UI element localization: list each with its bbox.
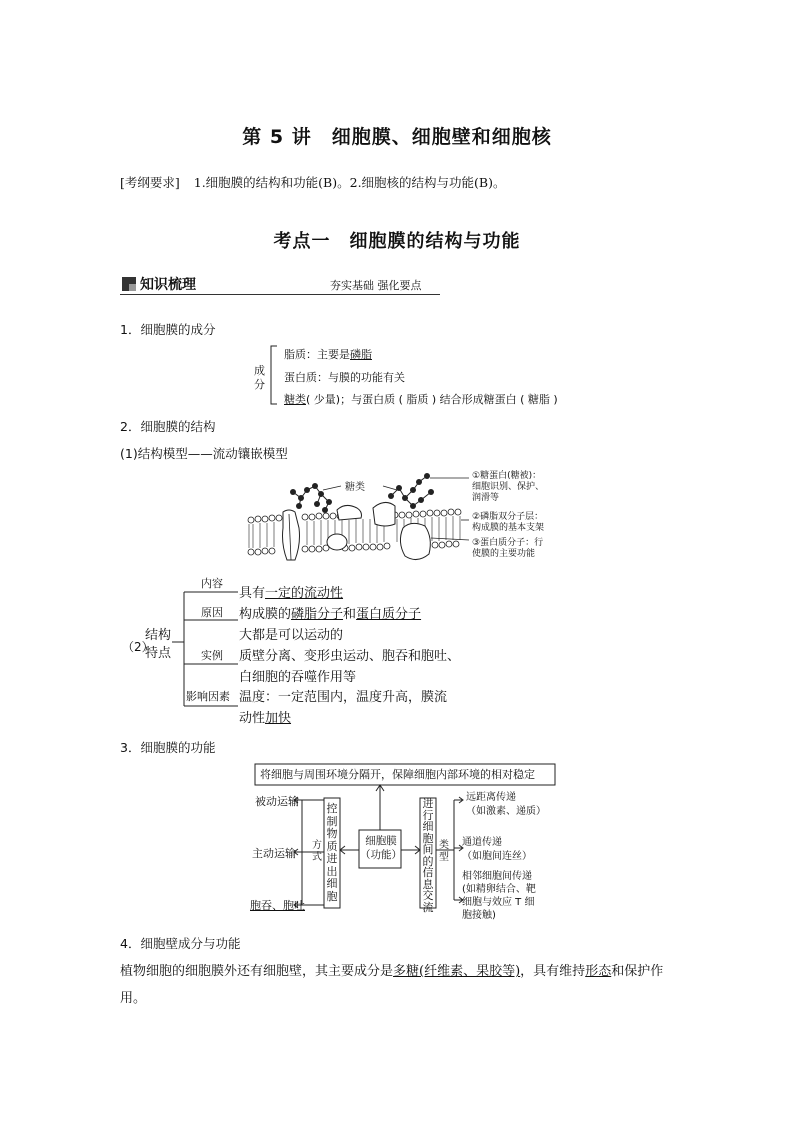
knowledge-header-label: 知识梳理 [140,277,196,293]
s1-item3: 糖类( 少量)；与蛋白质 ( 脂质 ) 结合形成糖蛋白 ( 糖脂 ) [284,393,558,406]
tree-label-reason: 原因 [201,606,223,619]
tree-branch-2-line2: 大都是可以运动的 [239,628,344,643]
s1-brace-label: 成分 [254,364,265,391]
top-box-text: 将细胞与周围环境分隔开，保障细胞内部环境的相对稳定 [260,768,535,781]
header-divider [120,294,440,295]
page-title: 第 5 讲 细胞膜、细胞壁和细胞核 [242,126,552,148]
s1-heading: 1．细胞膜的成分 [120,322,216,337]
requirement-text: 1.细胞膜的结构和功能(B)。2.细胞核的结构与功能(B)。 [193,175,506,190]
left-item-2: 主动运输 [252,847,296,860]
tree-label-content: 内容 [201,577,223,590]
right-item-1: 远距离传递 （如激素、递质） [466,792,546,817]
left-item-3: 胞吞、胞吐 [250,899,305,912]
requirement-line [120,173,505,191]
s2-sub1: (1)结构模型——流动镶嵌模型 [120,446,288,461]
diagram-note-2: ②磷脂双分子层： 构成膜的基本支架 [472,512,545,533]
svg-text:糖类: 糖类 [345,482,365,493]
tree-branch-4-line2: 动性加快 [239,711,292,726]
s1-item2: 蛋白质：与膜的功能有关 [284,371,405,384]
tree-branch-4: 温度：一定范围内，温度升高，膜流 [239,690,448,705]
control-box-text: 控 制 物 质 进 出 细 胞 [326,802,338,903]
right-item-2: 通道传递 （如胞间连丝） [462,837,532,862]
square-bullet-icon [122,277,136,291]
diagram-note-1: ①糖蛋白(糖被)： 细胞识别、保护、 润滑等 [472,471,545,503]
tree-label-factor: 影响因素 [186,690,230,703]
tree-branch-2: 构成膜的磷脂分子和蛋白质分子 [239,607,422,622]
tree-root: 结构 特点 [145,628,172,661]
tree-branch-3: 质壁分离、变形虫运动、胞吞和胞吐、 [239,649,461,664]
tree-label-example: 实例 [201,649,223,662]
diagram-note-3: ③蛋白质分子：行 使膜的主要功能 [472,538,544,559]
left-item-1: 被动运输 [255,795,299,808]
brace-icon [266,344,278,406]
leixing-label: 类 型 [439,840,449,863]
center-box-text: 细胞膜 （功能） [360,835,402,861]
s3-heading: 3．细胞膜的功能 [120,740,216,755]
tree-branch-1: 具有一定的流动性 [239,586,344,601]
fangshi-label: 方 式 [312,840,322,863]
requirement-label: [考纲要求] [120,175,180,190]
s4-paragraph: 植物细胞的细胞膜外还有细胞壁，其主要成分是多糖(纤维素、果胶等)，具有维持形态和保护作用。 [120,964,664,1006]
right-item-3: 相邻细胞间传递 (如精卵结合、靶 细胞与效应 T 细 胞接触) [462,871,536,921]
knowledge-header-sub: 夯实基础 强化要点 [330,279,422,292]
s2-heading: 2．细胞膜的结构 [120,419,216,434]
section-heading: 考点一 细胞膜的结构与功能 [273,231,521,252]
s4-heading: 4．细胞壁成分与功能 [120,936,241,951]
tree-branch-3-line2: 白细胞的吞噬作用等 [239,670,357,685]
s1-item1: 脂质：主要是磷脂 [284,348,372,361]
info-box-text: 进 行 细 胞 间 的 信 息 交 流 [422,797,434,914]
tree-number: （2） [122,640,154,654]
